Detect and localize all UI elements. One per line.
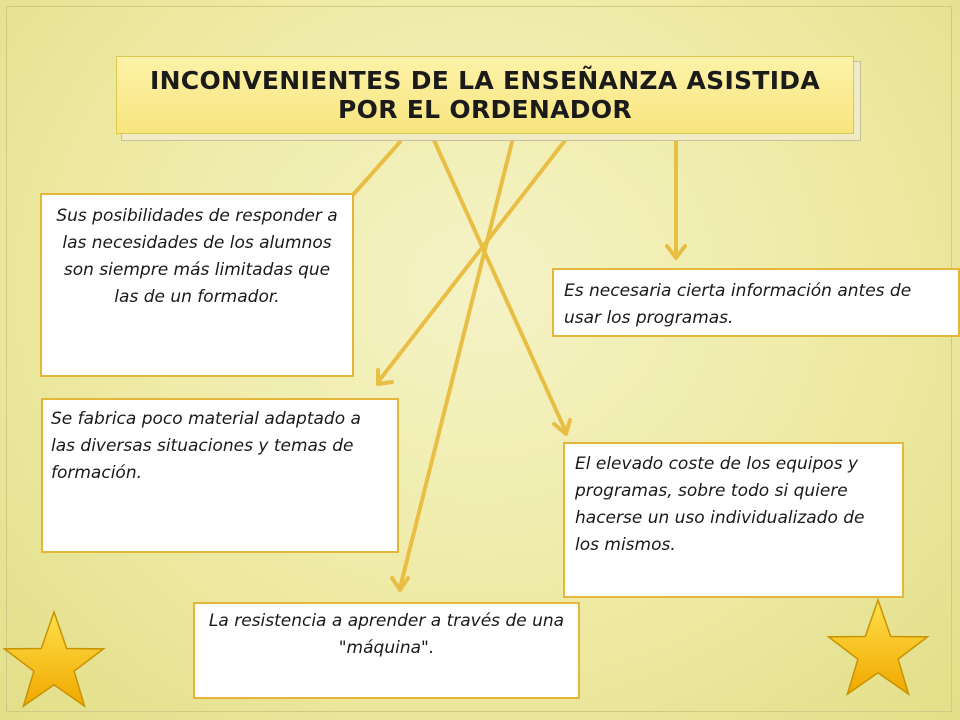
title-box [116,56,854,134]
box-little-material: Se fabrica poco material adaptado a las diversas situaciones y temas de formación. [41,398,399,553]
box-resistance: La resistencia a aprender a través de una "máquina". [193,602,580,699]
star-right-icon [829,600,928,694]
star-left-icon [5,612,104,706]
box-prior-information: Es necesaria cierta información antes de usar los programas. [552,268,960,337]
box-limited-response: Sus posibilidades de responder a las necesidades de los alumnos son siempre más limitadas que las de un formador. [40,193,354,377]
slide-title: INCONVENIENTES DE LA ENSEÑANZA ASISTIDA POR EL ORDENADOR [149,66,821,124]
arrow-to-b3 [378,134,570,382]
arrow-to-b1 [352,142,400,196]
box-high-cost: El elevado coste de los equipos y programas, sobre todo si quiere hacerse un uso individualizado de los mismos. [563,442,904,598]
arrow-to-b5 [400,142,512,588]
